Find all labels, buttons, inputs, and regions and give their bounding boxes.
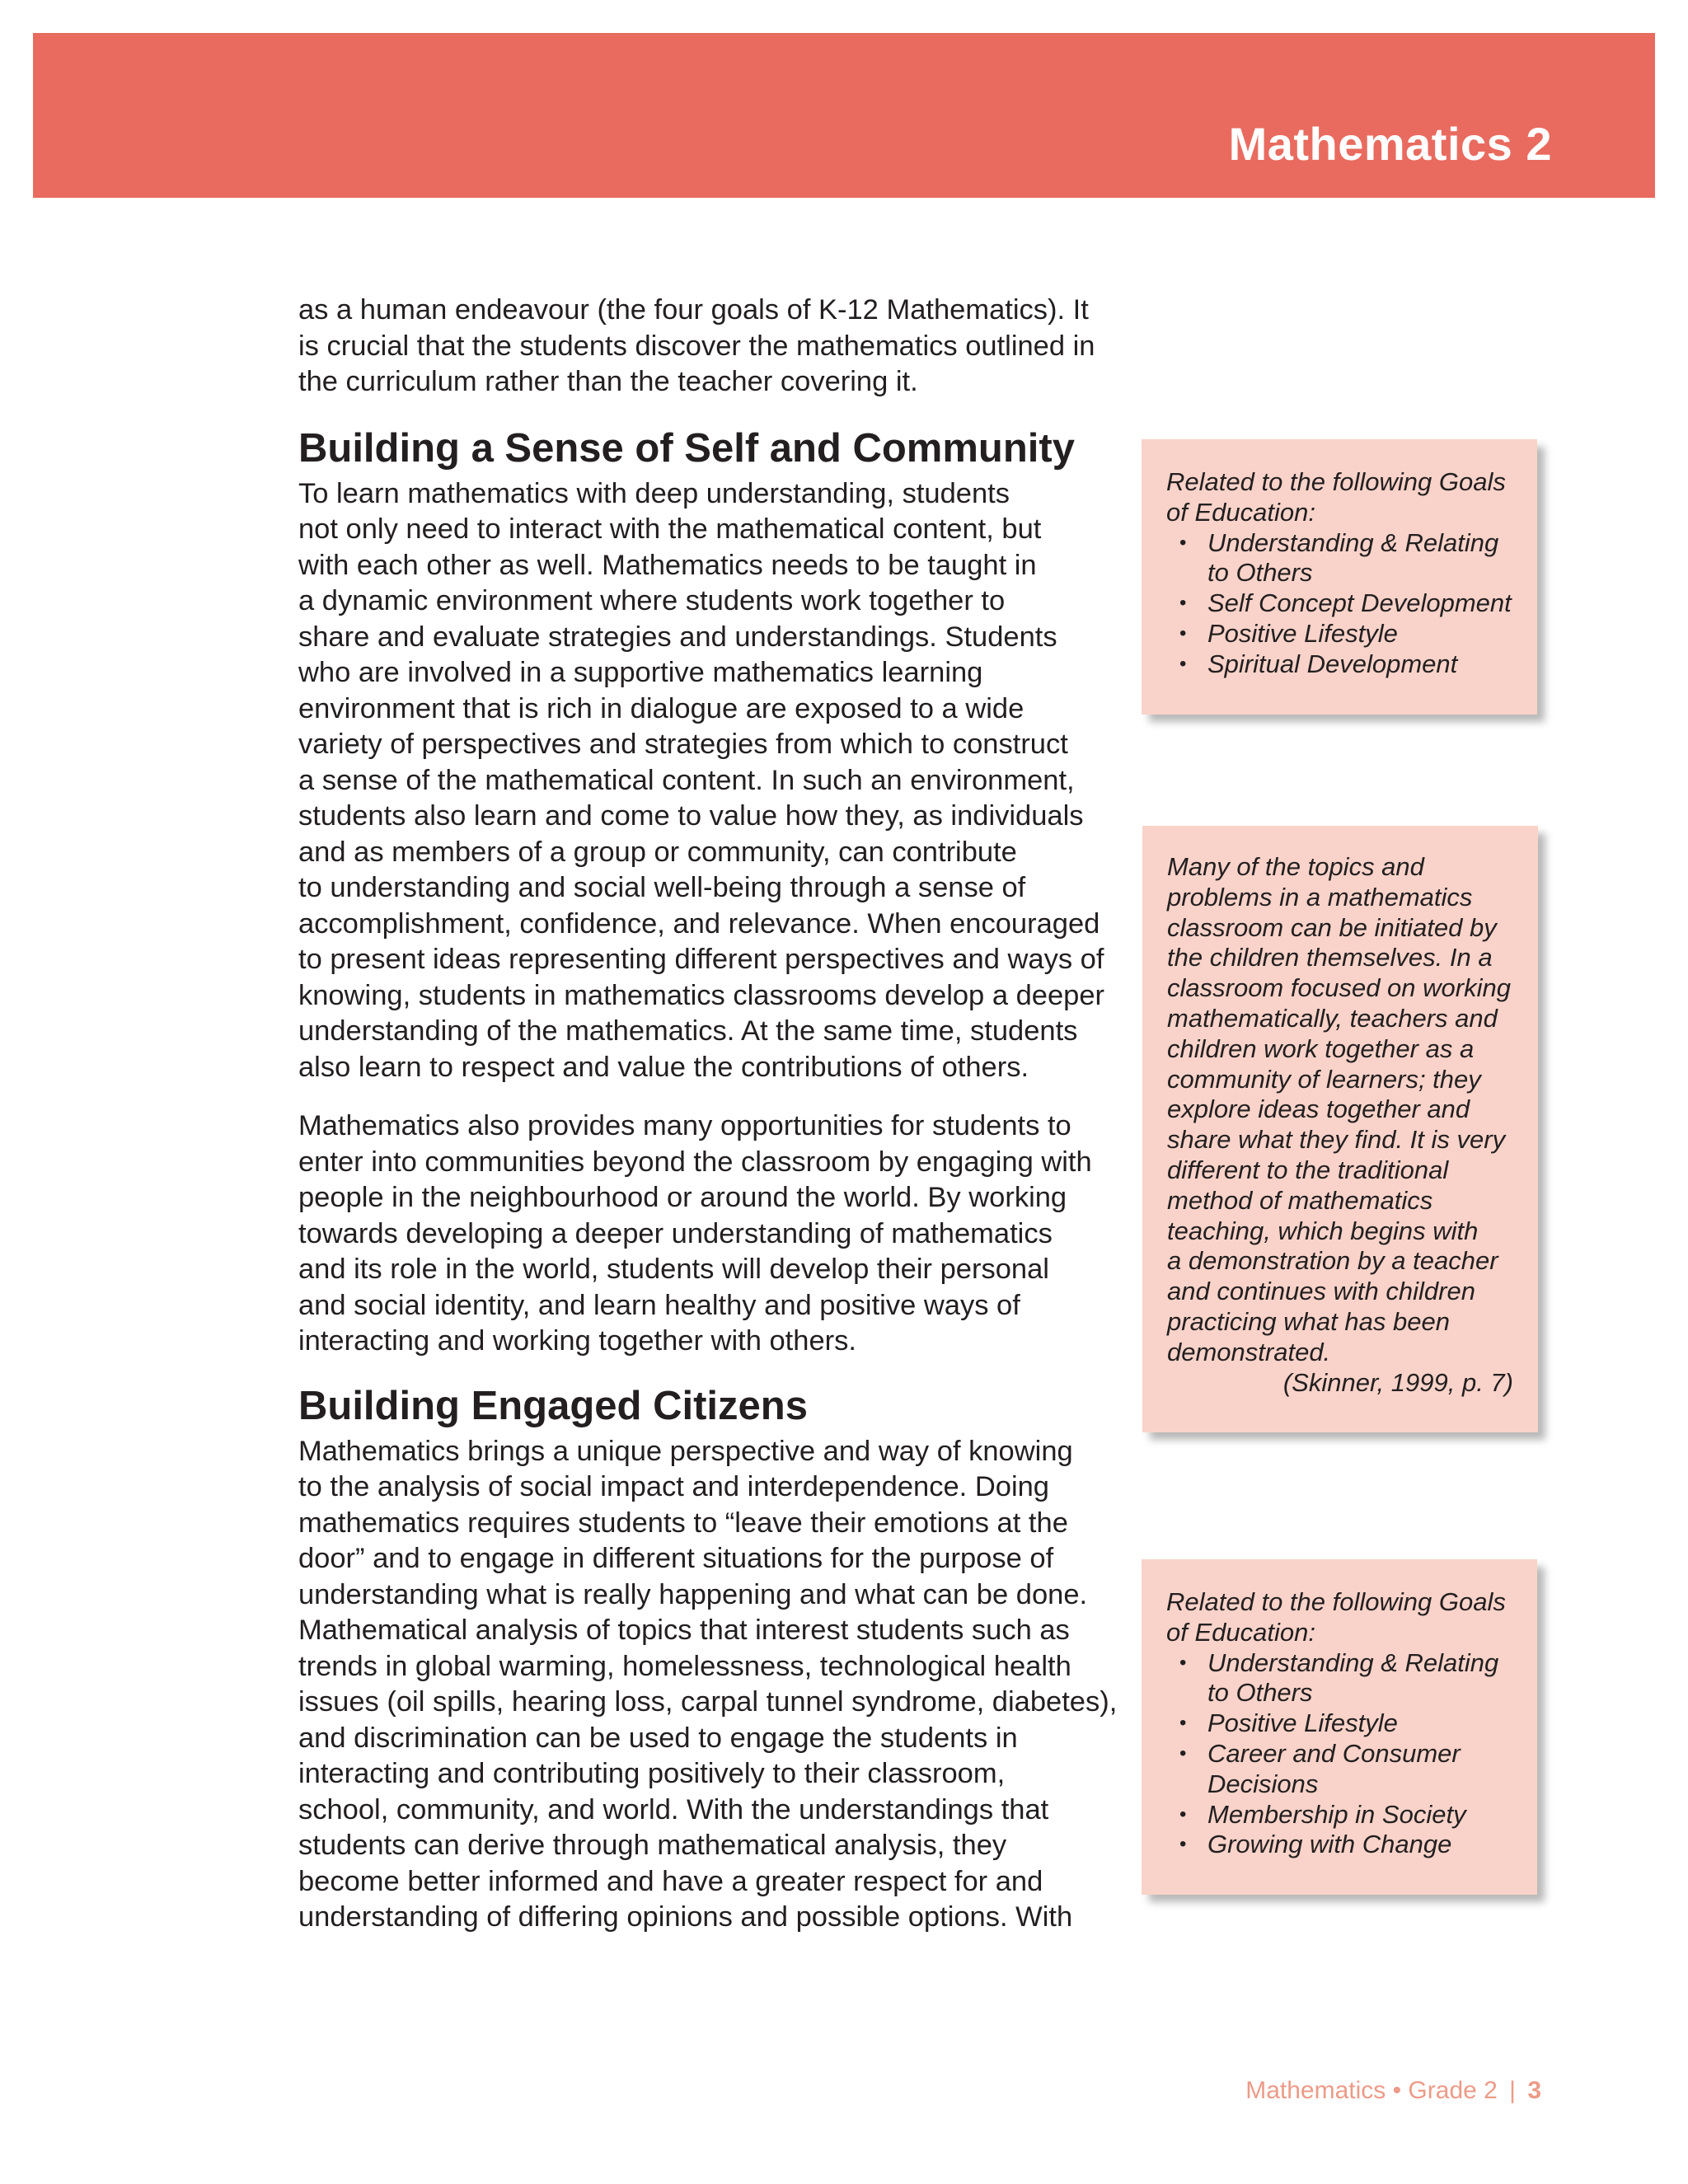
goal-item [1166, 1708, 1529, 1739]
page-footer [1245, 2077, 1541, 2105]
text-line: issues (oil spills, hearing loss, carpal tunnel syndrome, diabetes), [298, 1686, 1118, 1718]
text-line: accomplishment, confidence, and relevance. When encouraged [298, 907, 1100, 940]
text-line: also learn to respect and value the contributions of others. [298, 1051, 1029, 1083]
text-line: become better informed and have a greater respect for and [298, 1865, 1043, 1897]
text-line: and social identity, and learn healthy and positive ways of [298, 1289, 1020, 1321]
text-line: understanding what is really happening and what can be done. [298, 1578, 1088, 1610]
text-line: understanding of differing opinions and possible options. With [298, 1901, 1073, 1933]
text-line: understanding of the mathematics. At the same time, students [298, 1015, 1078, 1047]
quote-line: different to the traditional [1167, 1155, 1449, 1184]
quote-line: and continues with children [1167, 1277, 1475, 1306]
text-line: share and evaluate strategies and understandings. Students [298, 621, 1057, 653]
text-line: interacting and contributing positively to their classroom, [298, 1758, 1006, 1789]
text-line: a sense of the mathematical content. In such an environment, [298, 764, 1075, 796]
callout-intro-line: of Education: [1166, 497, 1315, 527]
quote-line: demonstrated. [1167, 1337, 1331, 1366]
text-line: not only need to interact with the mathematical content, but [298, 513, 1042, 545]
bullet-icon: • [1179, 1833, 1187, 1856]
text-line: people in the neighbourhood or around the world. By working [298, 1182, 1067, 1213]
goal-item [1166, 588, 1529, 619]
quote-line: classroom can be initiated by [1167, 912, 1497, 942]
quote-line: a demonstration by a teacher [1167, 1246, 1498, 1276]
text-line: door” and to engage in different situations for the purpose of [298, 1543, 1054, 1574]
section2-paragraph-1 [298, 1434, 1123, 1936]
bullet-icon: • [1179, 652, 1187, 675]
bullet-icon: • [1179, 1712, 1187, 1735]
text-line: and as members of a group or community, can contribute [298, 836, 1017, 868]
text-line: mathematics requires students to “leave their emotions at the [298, 1507, 1068, 1539]
bullet-icon: • [1179, 621, 1187, 644]
text-line: Mathematical analysis of topics that interest students such as [298, 1615, 1070, 1646]
goal-text: Growing with Change [1207, 1830, 1452, 1859]
callout-intro-line: Related to the following Goals [1166, 1587, 1506, 1616]
quote-line: the children themselves. In a [1167, 943, 1493, 972]
goals-callout-1 [1142, 439, 1537, 715]
text-line: Mathematics brings a unique perspective and way of knowing [298, 1435, 1073, 1467]
goal-item [1166, 1800, 1529, 1830]
goal-item [1166, 619, 1529, 649]
text-line: and discrimination can be used to engage the students in [298, 1722, 1018, 1754]
goal-text: Understanding & Relating [1207, 527, 1499, 557]
page-number: 3 [1527, 2077, 1541, 2104]
quote-line: Many of the topics and [1167, 852, 1424, 881]
text-line: students can derive through mathematical analysis, they [298, 1830, 1007, 1861]
intro-paragraph [298, 293, 1123, 401]
goal-item [1166, 528, 1529, 589]
goal-text: Spiritual Development [1207, 649, 1458, 678]
text-line: Mathematics also provides many opportunities for students to [298, 1110, 1071, 1141]
section1-paragraph-1 [298, 476, 1123, 1086]
footer-separator: | [1509, 2077, 1516, 2104]
text-line: a dynamic environment where students work together to [298, 585, 1006, 616]
quote-line: classroom focused on working [1167, 973, 1511, 1003]
goal-item [1166, 1648, 1529, 1709]
goals-callout-2 [1142, 1559, 1537, 1895]
goal-text: to Others [1207, 558, 1313, 588]
text-line: environment that is rich in dialogue are exposed to a wide [298, 692, 1025, 724]
text-line: variety of perspectives and strategies from which to construct [298, 729, 1068, 760]
quote-line: mathematically, teachers and [1167, 1003, 1498, 1033]
goal-item [1166, 1830, 1529, 1860]
goal-text: Decisions [1207, 1769, 1319, 1798]
text-line: students also learn and come to value how they, as individuals [298, 800, 1084, 832]
text-line: and its role in the world, students will develop their personal [298, 1254, 1049, 1285]
quote-line: share what they find. It is very [1167, 1125, 1506, 1155]
bullet-icon: • [1179, 592, 1187, 615]
text-line: to understanding and social well-being through a sense of [298, 872, 1026, 903]
header-band [33, 33, 1655, 198]
callout-intro-line: Related to the following Goals [1166, 467, 1506, 496]
quote-line: practicing what has been [1167, 1306, 1450, 1336]
quote-line: children work together as a [1167, 1033, 1475, 1063]
quote-line: community of learners; they [1167, 1064, 1481, 1094]
text-line: interacting and working together with others. [298, 1325, 856, 1357]
goal-text: Self Concept Development [1207, 588, 1512, 618]
text-line: trends in global warming, homelessness, technological health [298, 1650, 1071, 1682]
text-line: towards developing a deeper understanding of mathematics [298, 1217, 1053, 1249]
callout-intro-line: of Education: [1166, 1617, 1315, 1647]
section1-paragraph-2 [298, 1108, 1123, 1360]
text-line: to present ideas representing different perspectives and ways of [298, 944, 1104, 975]
quote-callout [1142, 826, 1538, 1432]
bullet-icon: • [1179, 531, 1187, 554]
bullet-icon: • [1179, 1741, 1187, 1765]
text-line: the curriculum rather than the teacher covering it. [298, 366, 918, 397]
text-line: as a human endeavour (the four goals of K-12 Mathematics). It [298, 294, 1089, 326]
goal-text: Positive Lifestyle [1207, 1708, 1398, 1738]
text-line: To learn mathematics with deep understanding, students [298, 477, 1010, 509]
bullet-icon: • [1179, 1802, 1187, 1825]
text-line: is crucial that the students discover the mathematics outlined in [298, 330, 1095, 362]
goals-list [1166, 528, 1529, 680]
text-line: who are involved in a supportive mathematics learning [298, 657, 983, 688]
text-line: enter into communities beyond the classroom by engaging with [298, 1146, 1092, 1178]
text-line: school, community, and world. With the understandings that [298, 1793, 1049, 1825]
goal-item [1166, 649, 1529, 680]
footer-label: Mathematics • Grade 2 [1245, 2077, 1498, 2104]
goal-item [1166, 1739, 1529, 1800]
goal-text: Career and Consumer [1207, 1738, 1461, 1768]
goal-text: Membership in Society [1207, 1799, 1466, 1829]
text-line: to the analysis of social impact and interdependence. Doing [298, 1471, 1049, 1502]
goals-list [1166, 1648, 1529, 1861]
quote-line: explore ideas together and [1167, 1094, 1470, 1124]
goal-text: Positive Lifestyle [1207, 618, 1398, 648]
main-column [298, 293, 1123, 1936]
quote-line: teaching, which begins with [1167, 1216, 1479, 1245]
section-heading-engaged-citizens: Building Engaged Citizens [298, 1383, 808, 1428]
quote-citation: (Skinner, 1999, p. 7) [1282, 1367, 1513, 1397]
quote-line: problems in a mathematics [1167, 882, 1473, 912]
goal-text: to Others [1207, 1678, 1313, 1708]
quote-line: method of mathematics [1167, 1185, 1433, 1215]
goal-text: Understanding & Relating [1207, 1647, 1499, 1677]
text-line: knowing, students in mathematics classrooms develop a deeper [298, 979, 1105, 1011]
page-header-title: Mathematics 2 [1228, 118, 1552, 170]
bullet-icon: • [1179, 1651, 1187, 1674]
section-heading-self-community: Building a Sense of Self and Community [298, 425, 1075, 471]
text-line: with each other as well. Mathematics needs to be taught in [298, 549, 1037, 581]
